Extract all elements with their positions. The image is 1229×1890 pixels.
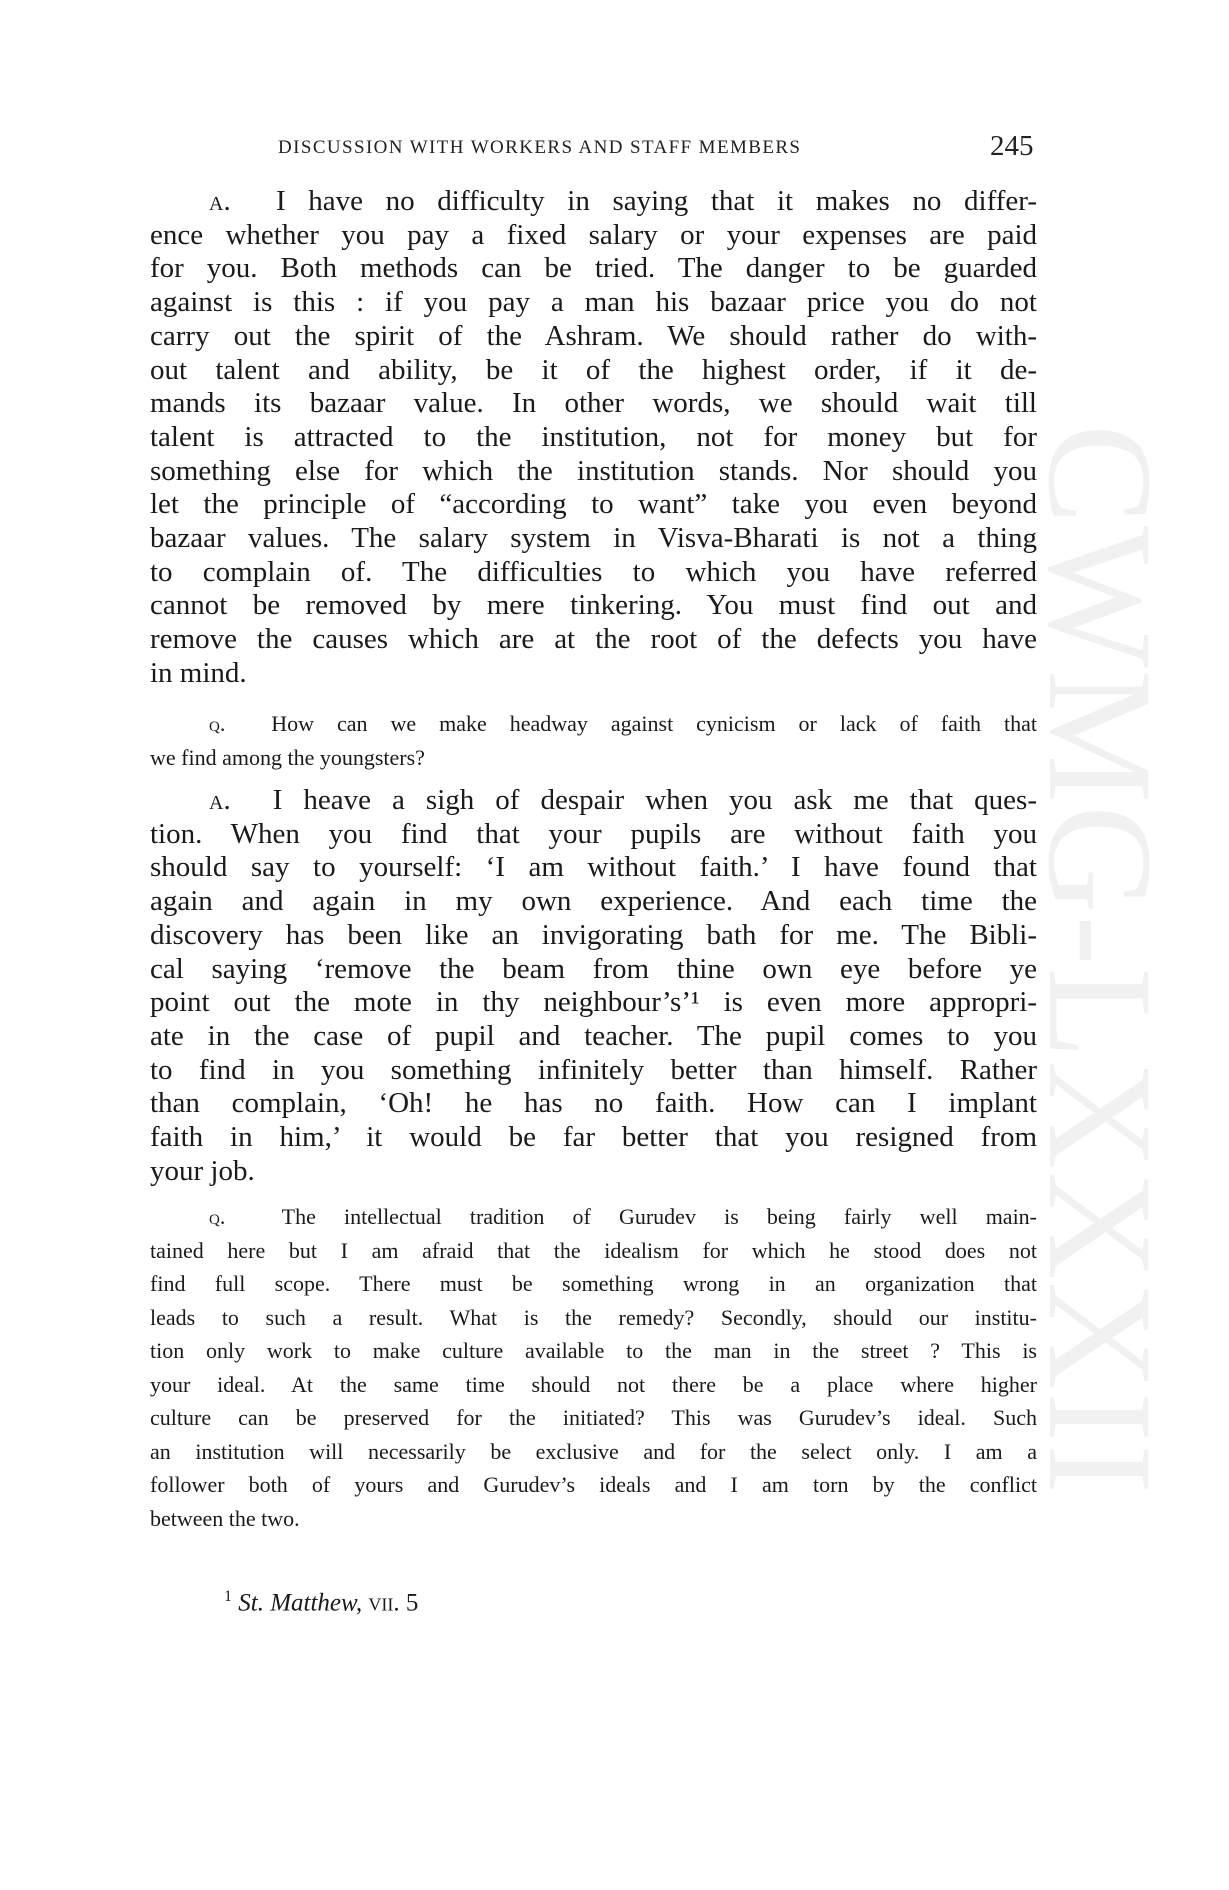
speaker-label: q. xyxy=(209,711,226,736)
speaker-label: a. xyxy=(209,185,231,217)
speaker-label: a. xyxy=(209,784,231,816)
question-paragraph-2 xyxy=(150,1200,1037,1535)
text-line: should say to yourself: ‘I am without faith.’ I have found that xyxy=(150,851,1037,884)
text-line: q. How can we make headway against cynicism or lack of faith that xyxy=(209,711,1038,736)
text-line: to find in you something infinitely better than himself. Rather xyxy=(150,1053,1037,1086)
text-line: carry out the spirit of the Ashram. We should rather do with- xyxy=(150,319,1037,352)
text-line: find full scope. There must be something wrong in an organization that xyxy=(150,1271,1037,1296)
footnote xyxy=(224,1588,418,1617)
text-line: between the two. xyxy=(150,1505,300,1531)
text-line: talent is attracted to the institution, not for money but for xyxy=(150,420,1037,453)
text-line: an institution will necessarily be exclusive and for the select only. I am a xyxy=(150,1438,1037,1464)
text-line: tained here but I am afraid that the idealism for which he stood does not xyxy=(150,1237,1037,1263)
text-line: let the principle of “according to want” take you even beyond xyxy=(150,488,1037,521)
page-number: 245 xyxy=(990,130,1034,162)
answer-paragraph-1 xyxy=(150,185,1037,691)
text-line: something else for which the institution stands. Nor should you xyxy=(150,454,1037,487)
text-line: a. I heave a sigh of despair when you ask me that ques- xyxy=(209,784,1037,816)
text-line: bazaar values. The salary system in Visva-Bharati is not a thing xyxy=(150,522,1037,555)
text-line: tion. When you find that your pupils are without faith you xyxy=(150,817,1037,850)
watermark-text: CWMG-LXXXII xyxy=(1017,424,1183,1496)
text-line: for you. Both methods can be tried. The danger to be guarded xyxy=(150,252,1037,285)
footnote-verse: 5 xyxy=(405,1589,419,1617)
text-line: mands its bazaar value. In other words, we should wait till xyxy=(150,387,1037,420)
text-line: cal saying ‘remove the beam from thine own eye before ye xyxy=(150,952,1037,985)
text-line: q. The intellectual tradition of Gurudev is being fairly well main- xyxy=(209,1204,1038,1229)
footnote-chapter: vii. xyxy=(368,1589,400,1617)
running-head: DISCUSSION WITH WORKERS AND STAFF MEMBERS xyxy=(278,137,802,158)
text-line: ence whether you pay a fixed salary or your expenses are paid xyxy=(150,218,1037,251)
text-line: a. I have no difficulty in saying that it makes no differ- xyxy=(209,185,1037,217)
text-line: to complain of. The difficulties to which you have referred xyxy=(150,555,1037,588)
text-line: leads to such a result. What is the remedy? Secondly, should our institu- xyxy=(150,1304,1037,1330)
text-line: follower both of yours and Gurudev’s ideals and I am torn by the conflict xyxy=(150,1472,1037,1497)
text-line: your job. xyxy=(150,1154,255,1187)
footnote-mark: 1 xyxy=(224,1588,232,1605)
speaker-label: q. xyxy=(209,1204,226,1229)
text-line: cannot be removed by mere tinkering. You must find out and xyxy=(150,589,1037,622)
text-line: tion only work to make culture available to the man in the street ? This is xyxy=(150,1338,1037,1363)
text-line: culture can be preserved for the initiated? This was Gurudev’s ideal. Such xyxy=(150,1405,1037,1430)
text-line: again and again in my own experience. And each time the xyxy=(150,885,1037,918)
text-line: discovery has been like an invigorating bath for me. The Bibli- xyxy=(150,918,1037,951)
question-paragraph-1 xyxy=(150,707,1037,774)
answer-paragraph-2 xyxy=(150,784,1037,1188)
footnote-source: St. Matthew, xyxy=(238,1589,363,1617)
text-line: we find among the youngsters? xyxy=(150,744,425,770)
text-line: out talent and ability, be it of the highest order, if it de- xyxy=(150,353,1037,386)
text-line: point out the mote in thy neighbour’s’¹ is even more appropri- xyxy=(150,986,1037,1019)
text-line: ate in the case of pupil and teacher. The pupil comes to you xyxy=(150,1019,1037,1052)
text-line: against is this : if you pay a man his bazaar price you do not xyxy=(150,286,1037,319)
text-line: your ideal. At the same time should not there be a place where higher xyxy=(150,1371,1037,1397)
text-line: faith in him,’ it would be far better that you resigned from xyxy=(150,1121,1037,1154)
text-line: remove the causes which are at the root of the defects you have xyxy=(150,623,1037,656)
text-line: in mind. xyxy=(150,656,247,689)
text-line: than complain, ‘Oh! he has no faith. How can I implant xyxy=(150,1087,1037,1120)
